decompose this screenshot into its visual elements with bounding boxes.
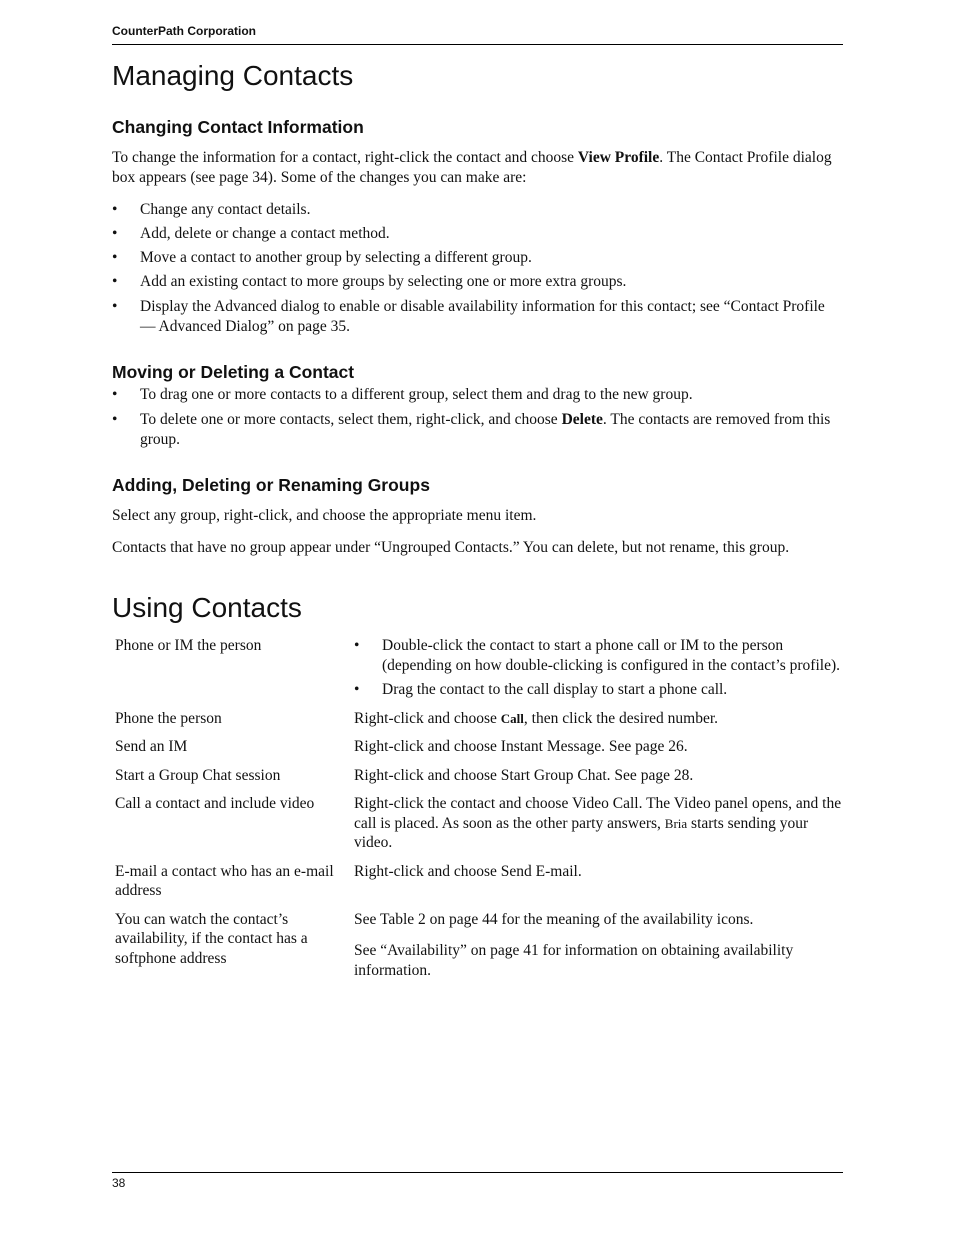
header-rule: [112, 44, 843, 45]
list-item: • To delete one or more contacts, select them, right-click, and choose Delete. The contacts are removed from this group.: [112, 410, 843, 449]
running-header: CounterPath Corporation: [112, 24, 256, 38]
moving-list: [112, 385, 843, 449]
list-item: • To drag one or more contacts to a different group, select them and drag to the new group.: [112, 385, 843, 405]
action-cell: You can watch the contact’s availability, if the contact has a softphone address: [115, 910, 308, 967]
table-row: [112, 737, 843, 766]
subheading-moving: Moving or Deleting a Contact: [112, 362, 355, 382]
table-row: [112, 862, 843, 910]
table-row: [112, 794, 843, 862]
groups-para-1: Select any group, right-click, and choose the appropriate menu item.: [112, 507, 537, 524]
changes-list: [112, 200, 843, 336]
using-contacts-table: [112, 636, 843, 989]
description-cell: Right-click and choose Instant Message. See page 26.: [354, 738, 688, 755]
groups-para-2: Contacts that have no group appear under “Ungrouped Contacts.” You can delete, but not rename, this group.: [112, 539, 790, 556]
action-cell: Send an IM: [115, 738, 188, 755]
delete-term: Delete: [561, 411, 603, 428]
action-cell: Phone or IM the person: [115, 637, 262, 654]
section-title-managing: Managing Contacts: [112, 60, 354, 91]
subheading-changing: Changing Contact Information: [112, 117, 364, 137]
list-item: • Add, delete or change a contact method.: [112, 224, 843, 244]
view-profile-term: View Profile: [577, 149, 660, 166]
subheading-groups: Adding, Deleting or Renaming Groups: [112, 475, 430, 495]
table-row: [112, 766, 843, 795]
product-name: Bria: [664, 815, 688, 831]
action-cell: Call a contact and include video: [115, 795, 315, 812]
list-item: • Add an existing contact to more groups by selecting one or more extra groups.: [112, 272, 843, 292]
description-cell: [350, 636, 843, 709]
action-cell: E-mail a contact who has an e-mail address: [115, 862, 334, 899]
changing-intro: To change the information for a contact, right-click the contact and choose View Profile. The Contact Profile dialog box appears (see page 34). Some of the changes you can make are:: [112, 149, 832, 186]
description-para: See Table 2 on page 44 for the meaning of the availability icons.: [354, 910, 754, 928]
description-cell: Right-click the contact and choose Video Call. The Video panel opens, and the call is placed. As soon as the other party answers, Bria starts sending your video.: [354, 795, 842, 851]
page-number: 38: [112, 1176, 126, 1190]
list-item: • Move a contact to another group by selecting a different group.: [112, 248, 843, 268]
section-title-using: Using Contacts: [112, 592, 302, 623]
list-item: • Change any contact details.: [112, 200, 843, 220]
table-row: [112, 709, 843, 738]
description-cell: Right-click and choose Send E-mail.: [354, 862, 582, 880]
action-cell: Phone the person: [115, 709, 222, 727]
description-para: See “Availability” on page 41 for information on obtaining availability information.: [354, 942, 794, 979]
footer-rule: [112, 1172, 843, 1173]
description-cell: [350, 910, 843, 990]
call-term: Call: [500, 710, 524, 726]
table-row: [112, 636, 843, 709]
table-row: [112, 910, 843, 990]
description-cell: Right-click and choose Start Group Chat. See page 28.: [354, 766, 694, 784]
list-item: • Drag the contact to the call display to start a phone call.: [354, 680, 843, 700]
action-cell: Start a Group Chat session: [115, 766, 281, 784]
list-item: • Double-click the contact to start a phone call or IM to the person (depending on how double-clicking is configured in the contact’s profile).: [354, 636, 843, 675]
list-item: • Display the Advanced dialog to enable or disable availability information for this contact; see “Contact Profile — Advanced Dialog” on page 35.: [112, 297, 843, 336]
description-cell: Right-click and choose Call, then click the desired number.: [354, 709, 719, 727]
